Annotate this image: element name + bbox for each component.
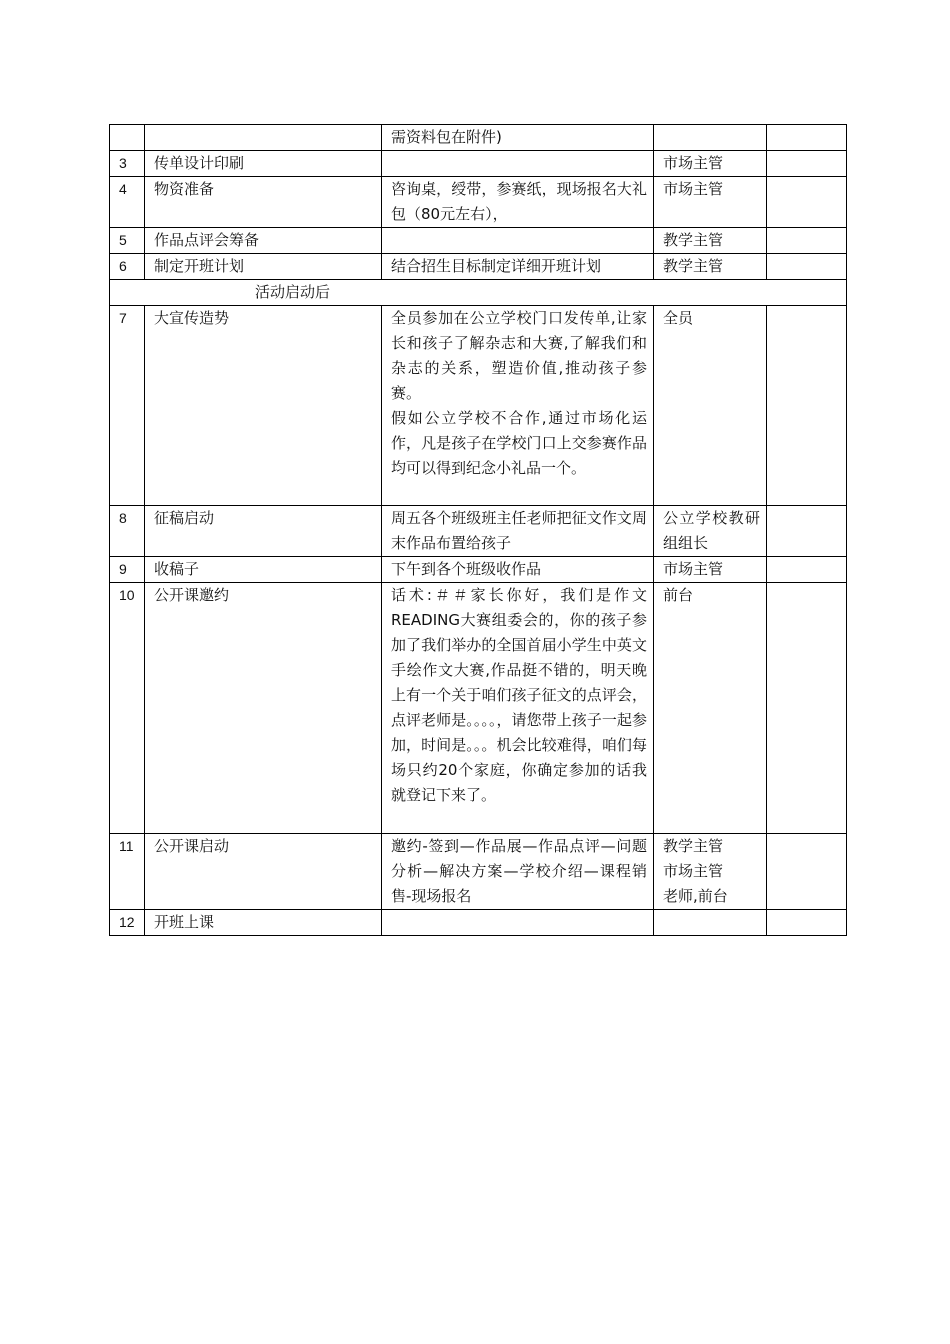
row-number: 5 <box>110 228 145 254</box>
task-description: 需资料包在附件) <box>382 125 654 151</box>
task-note <box>767 228 847 254</box>
table-row <box>110 506 847 557</box>
task-description: 咨询桌，绶带，参赛纸，现场报名大礼包（80元左右）， <box>382 177 654 228</box>
task-description: 话术:＃＃家长你好，我们是作文READING大赛组委会的，你的孩子参加了我们举办的全国首届小学生中英文手绘作文大赛,作品挺不错的，明天晚上有一个关于咱们孩子征文的点评会，点评老师是。。。。，请您带上孩子一起参加，时间是。。。机会比较难得，咱们每场只约20个家庭，你确定参加的话我就登记下来了。 <box>382 583 654 834</box>
task-owner: 市场主管 <box>654 151 767 177</box>
task-note <box>767 125 847 151</box>
task-description: 周五各个班级班主任老师把征文作文周末作品布置给孩子 <box>382 506 654 557</box>
table-row <box>110 151 847 177</box>
row-number <box>110 125 145 151</box>
task-owner <box>654 125 767 151</box>
task-owner: 教学主管 <box>654 254 767 280</box>
table-row <box>110 834 847 910</box>
row-number: 9 <box>110 557 145 583</box>
task-owner: 全员 <box>654 306 767 506</box>
task-name: 制定开班计划 <box>145 254 382 280</box>
task-name: 物资准备 <box>145 177 382 228</box>
task-owner: 公立学校教研组组长 <box>654 506 767 557</box>
row-number: 7 <box>110 306 145 506</box>
table-row <box>110 583 847 834</box>
task-description <box>382 910 654 936</box>
task-name: 传单设计印刷 <box>145 151 382 177</box>
task-owner: 市场主管 <box>654 557 767 583</box>
task-owner <box>654 910 767 936</box>
table-row <box>110 306 847 506</box>
task-name <box>145 125 382 151</box>
plan-table <box>109 124 847 936</box>
task-note <box>767 506 847 557</box>
task-owner: 教学主管 <box>654 228 767 254</box>
task-name: 作品点评会筹备 <box>145 228 382 254</box>
row-number: 3 <box>110 151 145 177</box>
task-description <box>382 306 654 506</box>
row-number: 12 <box>110 910 145 936</box>
description-paragraph: 全员参加在公立学校门口发传单,让家长和孩子了解杂志和大赛,了解我们和杂志的关系，塑造价值,推动孩子参赛。 <box>391 309 647 402</box>
table-row <box>110 177 847 228</box>
task-name: 大宣传造势 <box>145 306 382 506</box>
task-note <box>767 583 847 834</box>
task-note <box>767 306 847 506</box>
task-note <box>767 834 847 910</box>
row-number: 4 <box>110 177 145 228</box>
row-number: 8 <box>110 506 145 557</box>
task-note <box>767 177 847 228</box>
table-row <box>110 228 847 254</box>
task-owner: 市场主管 <box>654 177 767 228</box>
task-note <box>767 557 847 583</box>
task-description: 下午到各个班级收作品 <box>382 557 654 583</box>
task-description <box>382 151 654 177</box>
task-name: 公开课启动 <box>145 834 382 910</box>
task-name: 开班上课 <box>145 910 382 936</box>
table-row <box>110 254 847 280</box>
section-heading: 活动启动后 <box>110 280 847 306</box>
task-description <box>382 228 654 254</box>
task-owner: 教学主管 市场主管 老师,前台 <box>654 834 767 910</box>
table-row <box>110 557 847 583</box>
description-paragraph: 假如公立学校不合作,通过市场化运作，凡是孩子在学校门口上交参赛作品均可以得到纪念小礼品一个。 <box>391 409 647 477</box>
task-owner: 前台 <box>654 583 767 834</box>
table-row <box>110 910 847 936</box>
task-description: 结合招生目标制定详细开班计划 <box>382 254 654 280</box>
task-note <box>767 151 847 177</box>
task-name: 收稿子 <box>145 557 382 583</box>
task-description: 邀约-签到—作品展—作品点评—问题分析—解决方案—学校介绍—课程销售-现场报名 <box>382 834 654 910</box>
section-row <box>110 280 847 306</box>
task-name: 征稿启动 <box>145 506 382 557</box>
row-number: 11 <box>110 834 145 910</box>
table-row <box>110 125 847 151</box>
row-number: 10 <box>110 583 145 834</box>
row-number: 6 <box>110 254 145 280</box>
task-note <box>767 910 847 936</box>
task-note <box>767 254 847 280</box>
task-name: 公开课邀约 <box>145 583 382 834</box>
